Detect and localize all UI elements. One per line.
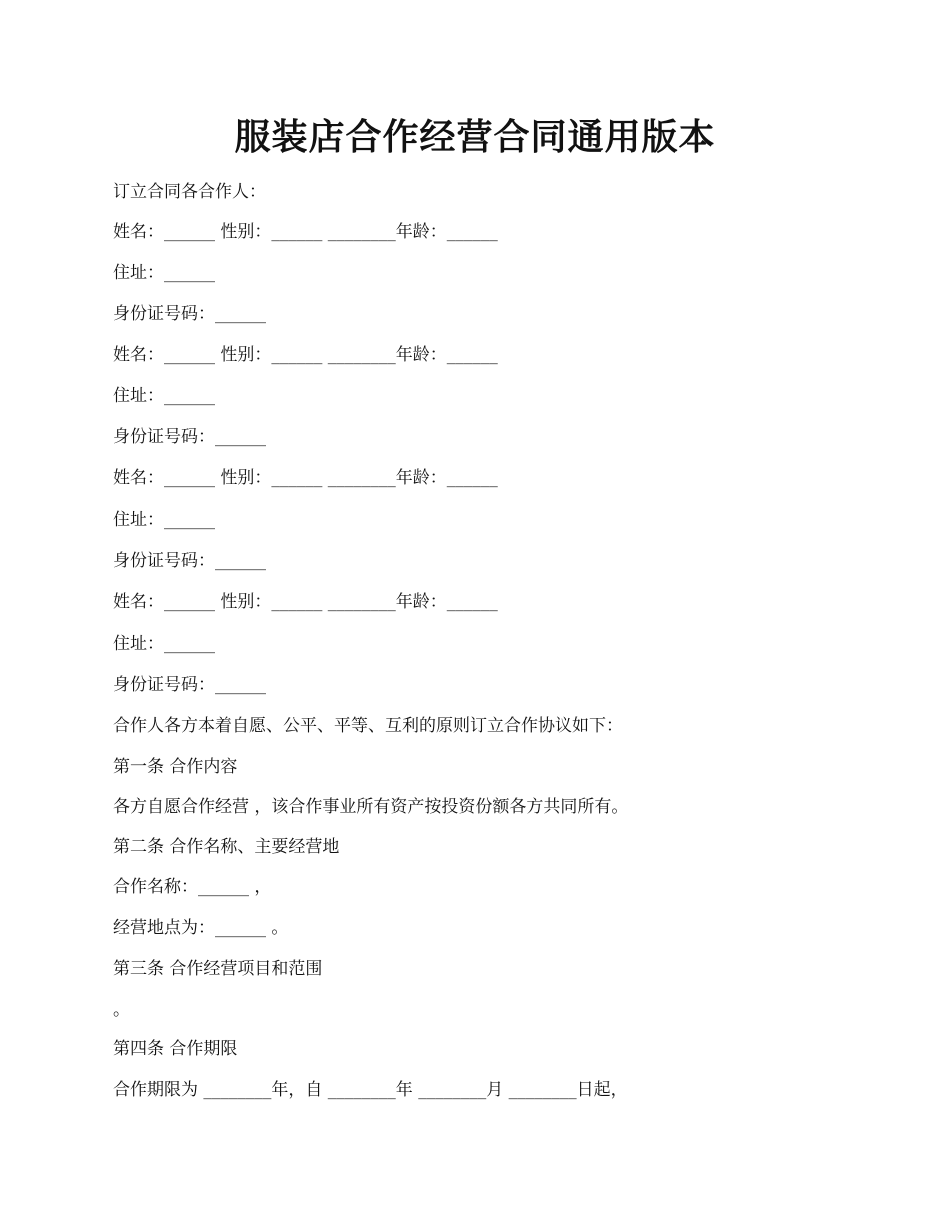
agreement-preamble: 合作人各方本着自愿、公平、平等、互利的原则订立合作协议如下： (113, 716, 623, 736)
article-4-heading: 第四条 合作期限 (113, 1039, 238, 1059)
business-location-field: 经营地点为：______ 。 (113, 918, 289, 938)
party-4-name-row: 姓名：______ 性别：______ ________年龄：______ (113, 592, 498, 612)
cooperation-term-field: 合作期限为 ________年，自 ________年 ________月 ________日起， (113, 1080, 628, 1100)
party-3-name-row: 姓名：______ 性别：______ ________年龄：______ (113, 468, 498, 488)
party-4-address: 住址：______ (113, 634, 215, 654)
party-1-id-number: 身份证号码：______ (113, 304, 266, 324)
party-3-id-number: 身份证号码：______ (113, 551, 266, 571)
party-2-id-number: 身份证号码：______ (113, 427, 266, 447)
party-4-id-number: 身份证号码：______ (113, 675, 266, 695)
article-1-body: 各方自愿合作经营 ，该合作事业所有资产按投资份额各方共同所有。 (113, 797, 629, 817)
article-1-heading: 第一条 合作内容 (113, 757, 238, 777)
party-1-address: 住址：______ (113, 263, 215, 283)
article-3-heading: 第三条 合作经营项目和范围 (113, 959, 323, 979)
article-3-body: 。 (113, 1000, 130, 1020)
party-3-address: 住址：______ (113, 510, 215, 530)
document-title: 服装店合作经营合同通用版本 (234, 116, 716, 158)
article-2-heading: 第二条 合作名称、主要经营地 (113, 837, 340, 857)
parties-intro: 订立合同各合作人： (113, 182, 266, 202)
party-1-name-row: 姓名：______ 性别：______ ________年龄：______ (113, 222, 498, 242)
partnership-name-field: 合作名称：______ ， (113, 877, 272, 897)
party-2-address: 住址：______ (113, 386, 215, 406)
party-2-name-row: 姓名：______ 性别：______ ________年龄：______ (113, 345, 498, 365)
